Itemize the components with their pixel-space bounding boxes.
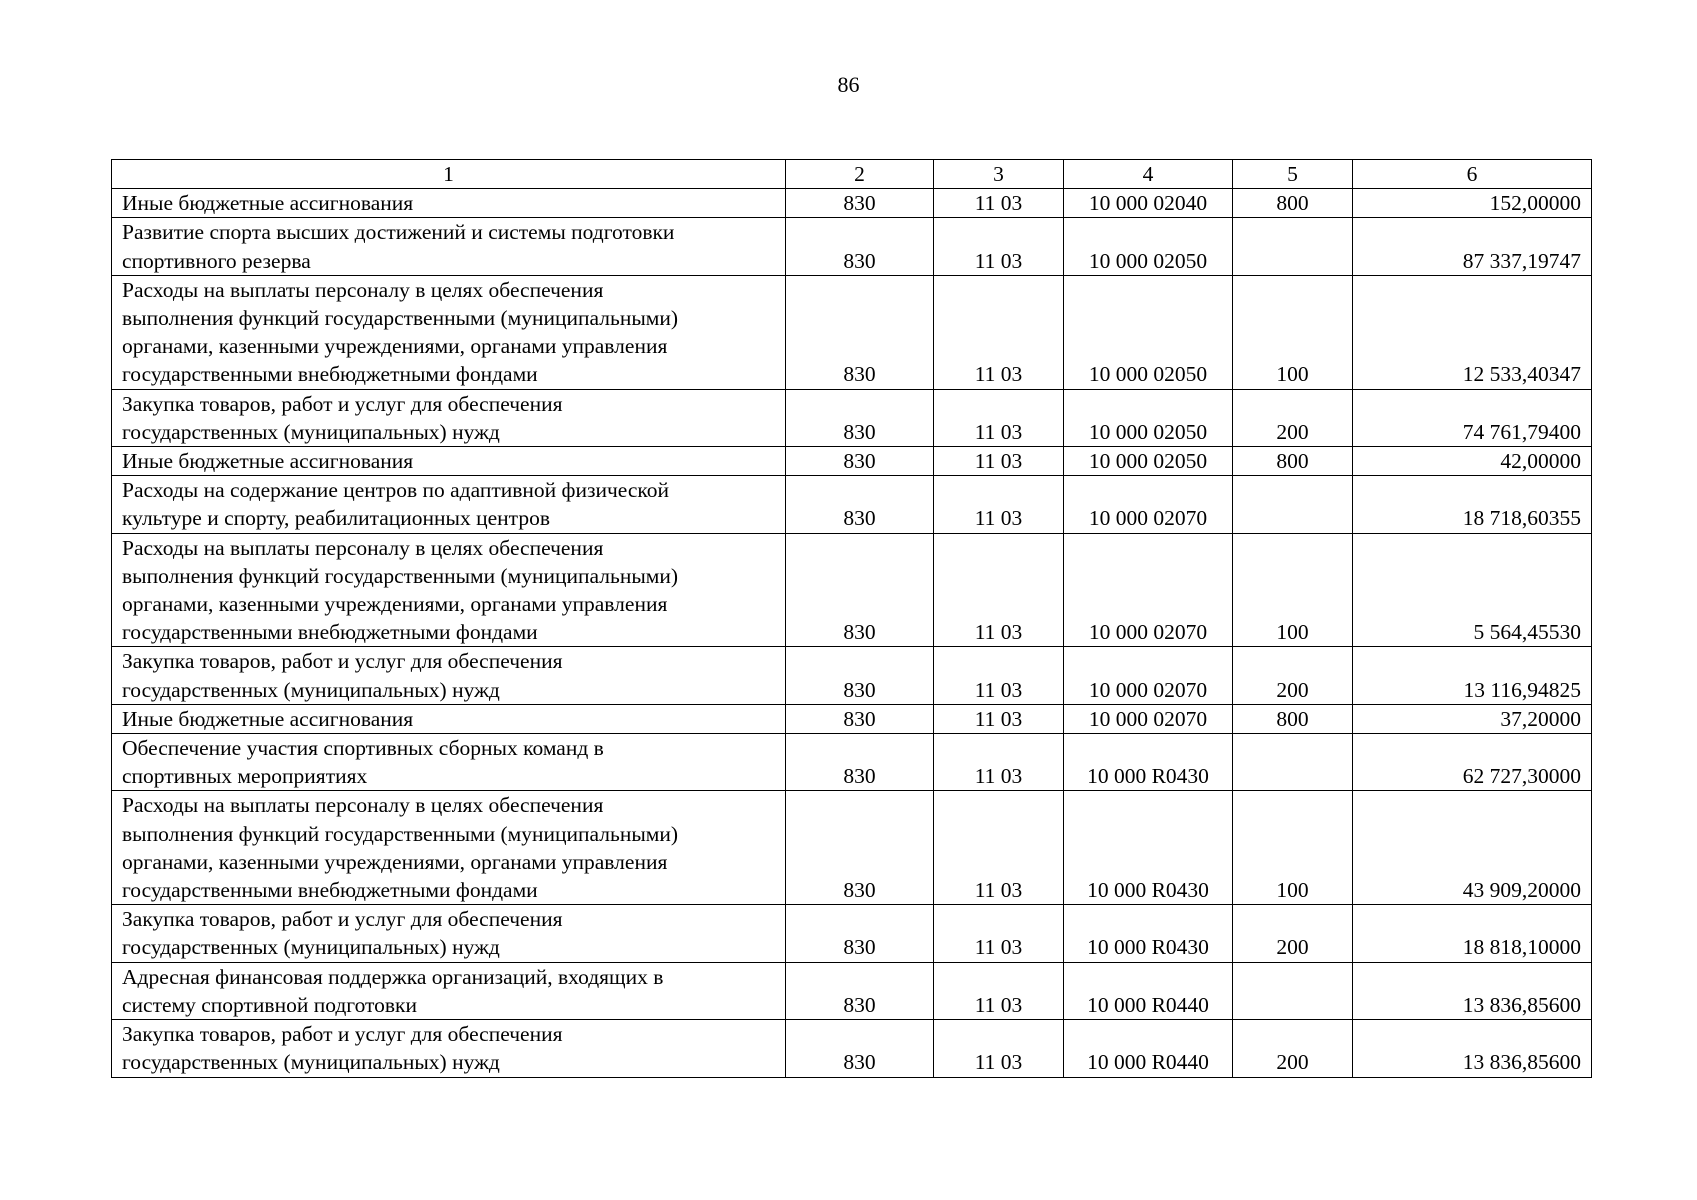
row-amount-cell: 152,00000 <box>1353 189 1592 218</box>
row-amount-cell: 13 836,85600 <box>1353 962 1592 1019</box>
row-name-cell <box>112 734 786 791</box>
row-section-cell: 11 03 <box>934 275 1064 389</box>
row-target-article-cell: 10 000 02050 <box>1064 218 1233 275</box>
row-expense-type-cell: 800 <box>1233 704 1353 733</box>
column-header-1: 1 <box>112 160 786 189</box>
row-expense-type-cell <box>1233 218 1353 275</box>
table-row <box>112 791 1592 905</box>
row-section-cell: 11 03 <box>934 905 1064 962</box>
row-amount-cell: 74 761,79400 <box>1353 389 1592 446</box>
row-target-article-cell: 10 000 R0430 <box>1064 905 1233 962</box>
row-section-cell: 11 03 <box>934 734 1064 791</box>
row-name-line: Развитие спорта высших достижений и системы подготовки <box>122 220 675 245</box>
row-name-line: органами, казенными учреждениями, органами управления <box>122 334 668 359</box>
row-target-article-cell: 10 000 02070 <box>1064 476 1233 533</box>
row-section-cell: 11 03 <box>934 704 1064 733</box>
row-name-cell <box>112 189 786 218</box>
row-name-line: Расходы на выплаты персоналу в целях обеспечения <box>122 277 604 302</box>
row-amount-cell: 18 818,10000 <box>1353 905 1592 962</box>
row-target-article-cell: 10 000 R0430 <box>1064 734 1233 791</box>
row-grbs-cell: 830 <box>786 189 934 218</box>
row-grbs-cell: 830 <box>786 275 934 389</box>
row-expense-type-cell: 200 <box>1233 389 1353 446</box>
row-grbs-cell: 830 <box>786 533 934 647</box>
row-target-article-cell: 10 000 R0440 <box>1064 1020 1233 1077</box>
row-name-line: государственных (муниципальных) нужд <box>122 677 500 702</box>
table-row <box>112 218 1592 275</box>
row-name-cell <box>112 389 786 446</box>
table-row <box>112 905 1592 962</box>
row-expense-type-cell <box>1233 734 1353 791</box>
row-grbs-cell: 830 <box>786 447 934 476</box>
row-amount-cell: 37,20000 <box>1353 704 1592 733</box>
row-target-article-cell: 10 000 02070 <box>1064 704 1233 733</box>
row-name-line: выполнения функций государственными (муниципальными) <box>122 563 679 588</box>
row-target-article-cell: 10 000 02050 <box>1064 447 1233 476</box>
row-expense-type-cell <box>1233 476 1353 533</box>
table-row <box>112 704 1592 733</box>
row-target-article-cell: 10 000 02070 <box>1064 533 1233 647</box>
table-row <box>112 533 1592 647</box>
row-name-cell <box>112 533 786 647</box>
table-row <box>112 476 1592 533</box>
row-name-cell <box>112 1020 786 1077</box>
row-target-article-cell: 10 000 R0430 <box>1064 791 1233 905</box>
row-grbs-cell: 830 <box>786 704 934 733</box>
row-name-line: государственными внебюджетными фондами <box>122 620 538 645</box>
row-grbs-cell: 830 <box>786 647 934 704</box>
row-name-line: выполнения функций государственными (муниципальными) <box>122 821 679 846</box>
row-target-article-cell: 10 000 02050 <box>1064 389 1233 446</box>
row-name-line: Адресная финансовая поддержка организаций, входящих в <box>122 964 664 989</box>
row-name-cell <box>112 275 786 389</box>
row-name-line: культуре и спорту, реабилитационных центров <box>122 506 550 531</box>
row-expense-type-cell: 800 <box>1233 189 1353 218</box>
row-name-line: государственных (муниципальных) нужд <box>122 935 500 960</box>
row-name-line: органами, казенными учреждениями, органами управления <box>122 849 668 874</box>
row-name-line: Закупка товаров, работ и услуг для обеспечения <box>122 907 563 932</box>
row-name-line: государственных (муниципальных) нужд <box>122 419 500 444</box>
row-name-line: спортивного резерва <box>122 248 311 273</box>
row-section-cell: 11 03 <box>934 962 1064 1019</box>
row-name-line: спортивных мероприятиях <box>122 764 368 789</box>
row-expense-type-cell: 100 <box>1233 791 1353 905</box>
row-name-line: систему спортивной подготовки <box>122 992 418 1017</box>
row-name-cell <box>112 905 786 962</box>
row-grbs-cell: 830 <box>786 791 934 905</box>
row-target-article-cell: 10 000 02050 <box>1064 275 1233 389</box>
page-number: 86 <box>837 72 860 97</box>
column-header-5: 5 <box>1233 160 1353 189</box>
column-header-row <box>112 160 1592 189</box>
row-expense-type-cell: 200 <box>1233 1020 1353 1077</box>
row-name-line: Расходы на выплаты персоналу в целях обеспечения <box>122 793 604 818</box>
table-body <box>112 160 1592 1078</box>
row-grbs-cell: 830 <box>786 389 934 446</box>
row-grbs-cell: 830 <box>786 218 934 275</box>
row-grbs-cell: 830 <box>786 1020 934 1077</box>
row-target-article-cell: 10 000 02070 <box>1064 647 1233 704</box>
row-name-line: государственными внебюджетными фондами <box>122 878 538 903</box>
row-expense-type-cell: 200 <box>1233 905 1353 962</box>
row-section-cell: 11 03 <box>934 1020 1064 1077</box>
row-name-line: Закупка товаров, работ и услуг для обеспечения <box>122 391 563 416</box>
table-row <box>112 647 1592 704</box>
row-name-cell <box>112 447 786 476</box>
row-amount-cell: 18 718,60355 <box>1353 476 1592 533</box>
row-target-article-cell: 10 000 R0440 <box>1064 962 1233 1019</box>
row-amount-cell: 12 533,40347 <box>1353 275 1592 389</box>
row-section-cell: 11 03 <box>934 389 1064 446</box>
row-name-line: Иные бюджетные ассигнования <box>122 706 414 731</box>
table-row <box>112 389 1592 446</box>
row-name-line: государственными внебюджетными фондами <box>122 362 538 387</box>
table-row <box>112 1020 1592 1077</box>
row-name-cell <box>112 704 786 733</box>
table-row <box>112 189 1592 218</box>
row-amount-cell: 13 116,94825 <box>1353 647 1592 704</box>
row-amount-cell: 43 909,20000 <box>1353 791 1592 905</box>
row-name-line: Закупка товаров, работ и услуг для обеспечения <box>122 1022 563 1047</box>
row-section-cell: 11 03 <box>934 447 1064 476</box>
row-name-cell <box>112 647 786 704</box>
column-header-6: 6 <box>1353 160 1592 189</box>
row-expense-type-cell <box>1233 962 1353 1019</box>
column-header-4: 4 <box>1064 160 1233 189</box>
row-section-cell: 11 03 <box>934 218 1064 275</box>
row-grbs-cell: 830 <box>786 476 934 533</box>
row-name-cell <box>112 791 786 905</box>
row-amount-cell: 13 836,85600 <box>1353 1020 1592 1077</box>
row-expense-type-cell: 800 <box>1233 447 1353 476</box>
row-name-line: государственных (муниципальных) нужд <box>122 1050 500 1075</box>
budget-table <box>111 159 1592 1078</box>
row-name-line: Закупка товаров, работ и услуг для обеспечения <box>122 649 563 674</box>
row-name-line: Иные бюджетные ассигнования <box>122 449 414 474</box>
row-name-line: Иные бюджетные ассигнования <box>122 191 414 216</box>
row-name-line: Обеспечение участия спортивных сборных команд в <box>122 736 604 761</box>
row-name-cell <box>112 218 786 275</box>
row-section-cell: 11 03 <box>934 189 1064 218</box>
row-amount-cell: 87 337,19747 <box>1353 218 1592 275</box>
row-section-cell: 11 03 <box>934 476 1064 533</box>
column-header-2: 2 <box>786 160 934 189</box>
row-expense-type-cell: 100 <box>1233 275 1353 389</box>
row-expense-type-cell: 100 <box>1233 533 1353 647</box>
row-section-cell: 11 03 <box>934 791 1064 905</box>
table-row <box>112 962 1592 1019</box>
row-target-article-cell: 10 000 02040 <box>1064 189 1233 218</box>
row-amount-cell: 42,00000 <box>1353 447 1592 476</box>
row-name-line: выполнения функций государственными (муниципальными) <box>122 306 679 331</box>
row-amount-cell: 5 564,45530 <box>1353 533 1592 647</box>
row-amount-cell: 62 727,30000 <box>1353 734 1592 791</box>
row-section-cell: 11 03 <box>934 647 1064 704</box>
row-grbs-cell: 830 <box>786 962 934 1019</box>
column-header-3: 3 <box>934 160 1064 189</box>
row-expense-type-cell: 200 <box>1233 647 1353 704</box>
row-name-line: Расходы на выплаты персоналу в целях обеспечения <box>122 535 604 560</box>
table-row <box>112 734 1592 791</box>
table-row <box>112 275 1592 389</box>
row-name-line: органами, казенными учреждениями, органами управления <box>122 592 668 617</box>
row-grbs-cell: 830 <box>786 905 934 962</box>
table-row <box>112 447 1592 476</box>
row-grbs-cell: 830 <box>786 734 934 791</box>
row-name-cell <box>112 962 786 1019</box>
row-section-cell: 11 03 <box>934 533 1064 647</box>
row-name-line: Расходы на содержание центров по адаптивной физической <box>122 478 670 503</box>
row-name-cell <box>112 476 786 533</box>
